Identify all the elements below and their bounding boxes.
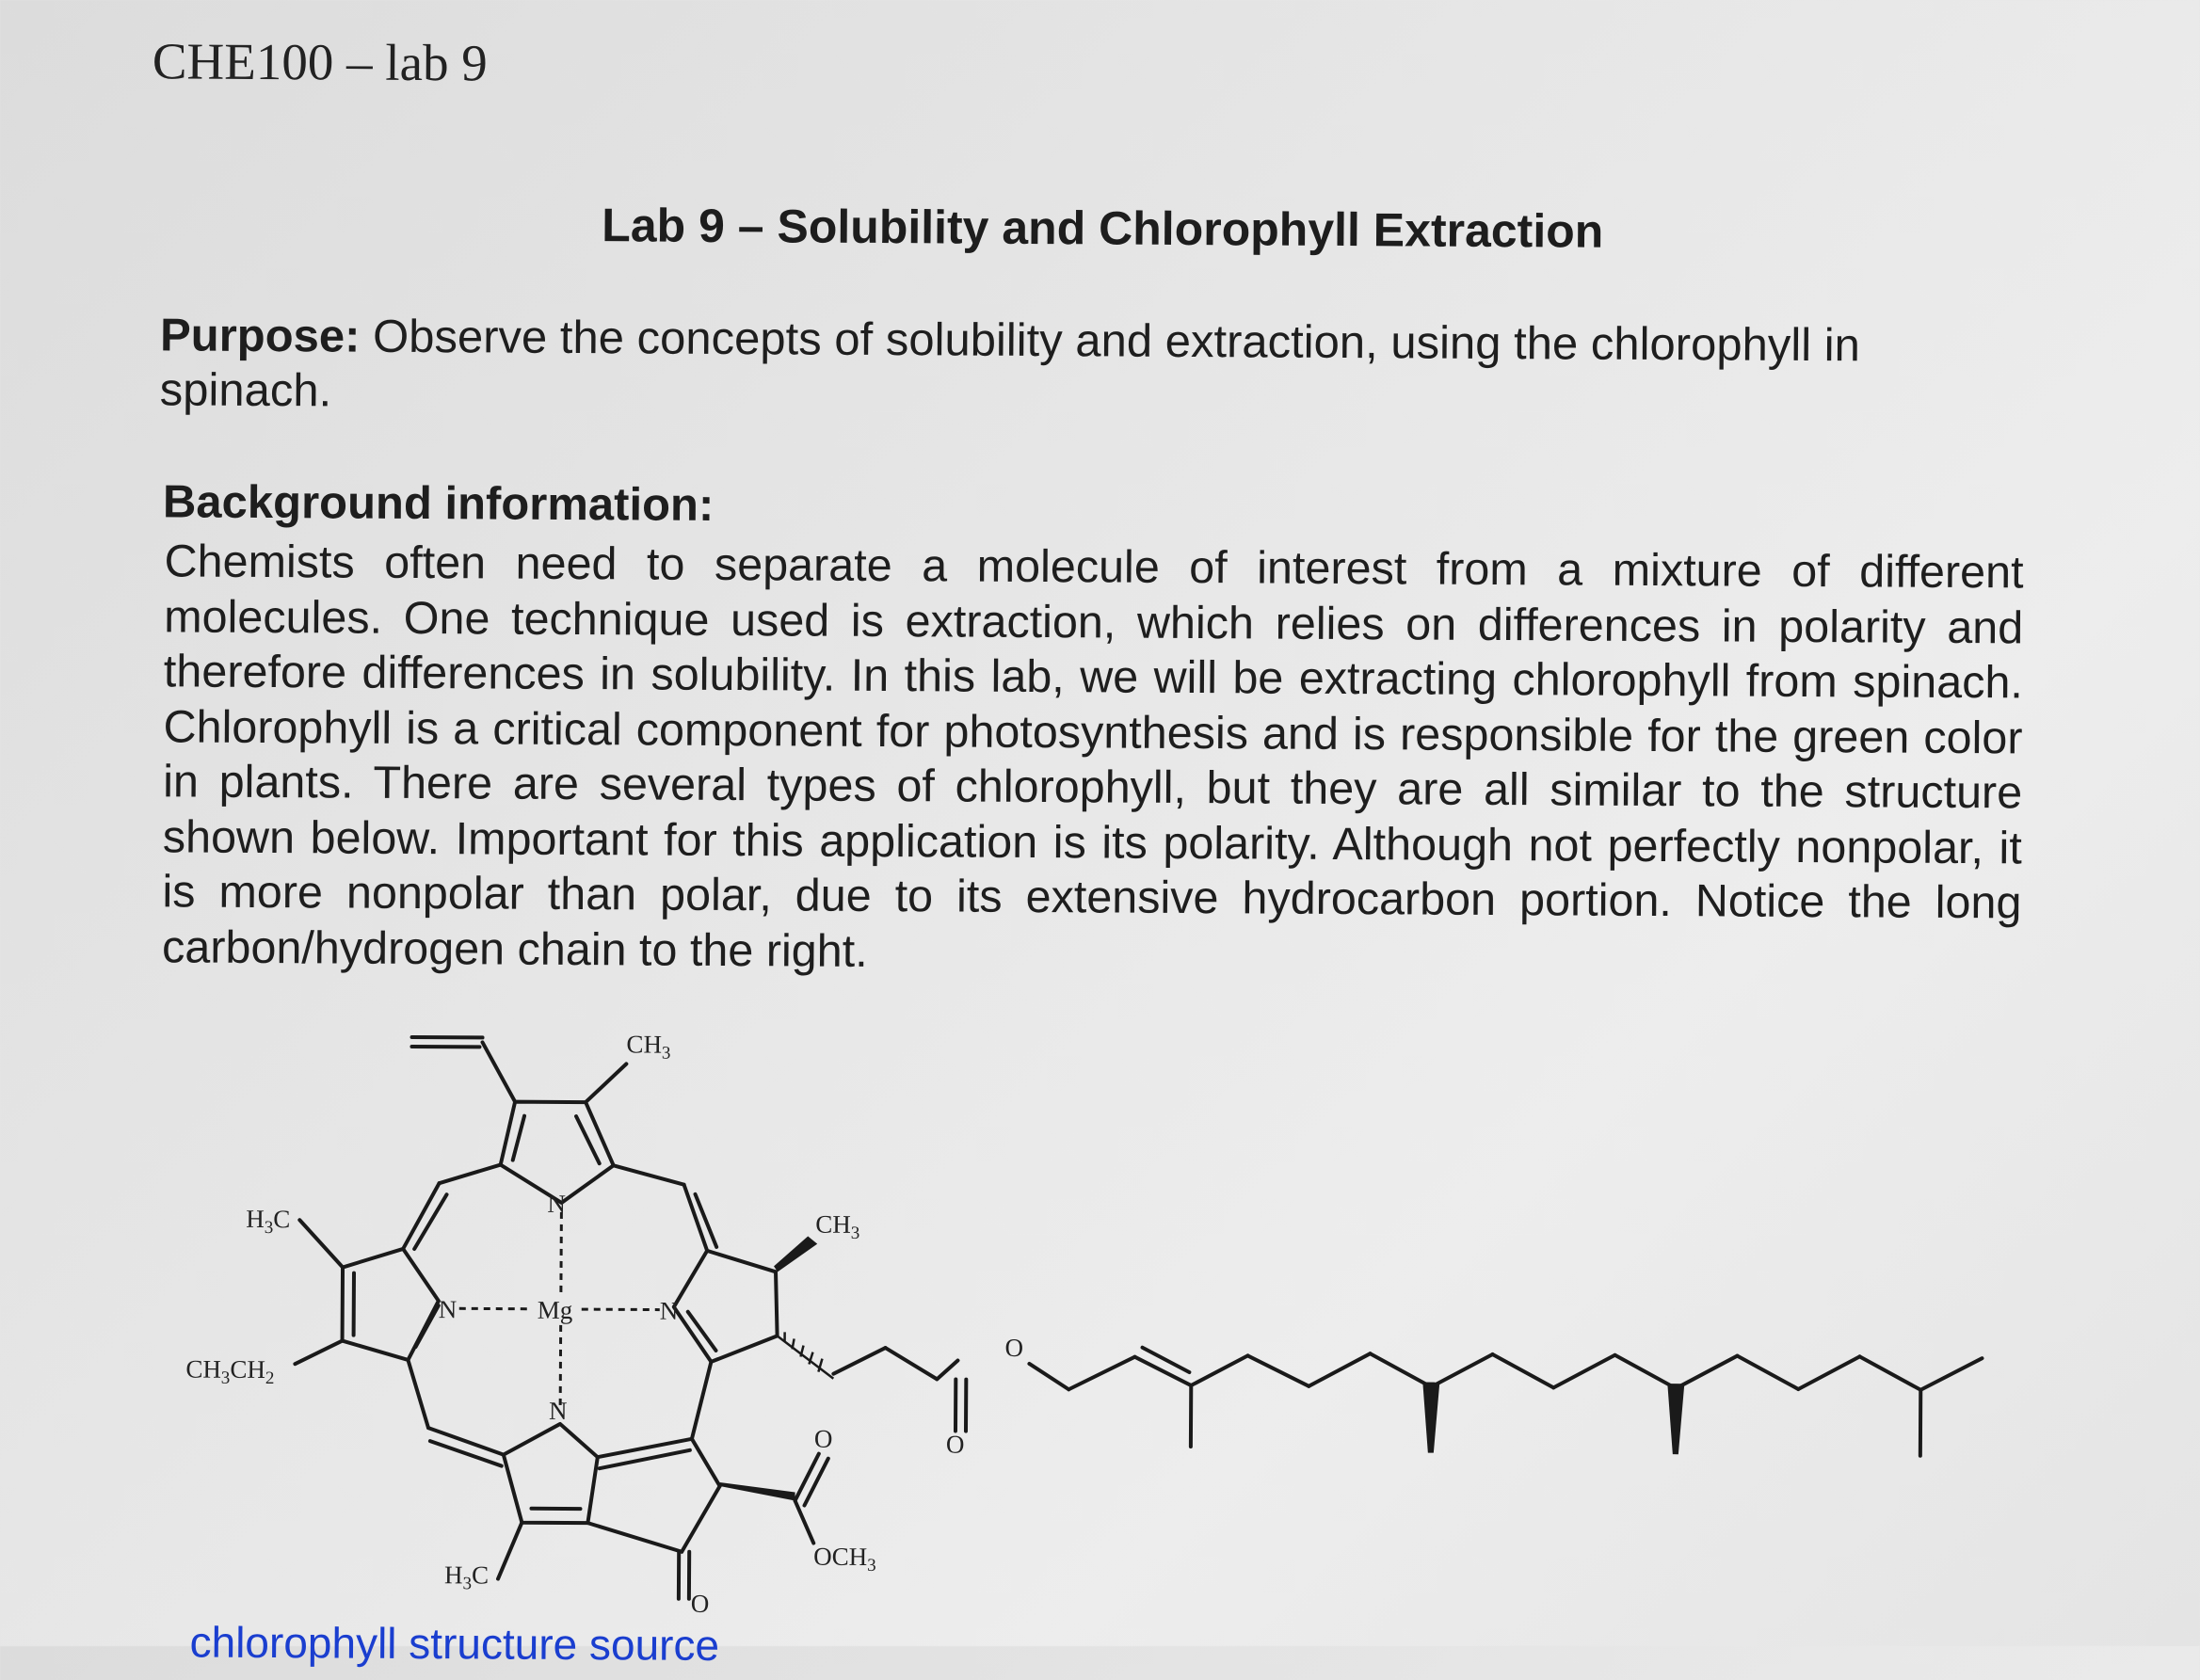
purpose-label: Purpose: xyxy=(160,310,361,361)
label-o-ester: O xyxy=(814,1425,833,1453)
label-h3c-left: $H_3C$ xyxy=(246,1205,290,1238)
label-o-chain-ester: O xyxy=(1004,1334,1023,1362)
label-mg: Mg xyxy=(538,1296,573,1324)
structure-source-link[interactable]: chlorophyll structure source xyxy=(189,1617,719,1671)
course-header: CHE100 – lab 9 xyxy=(153,31,488,92)
label-n-left: N xyxy=(439,1295,458,1323)
background-paragraph: Chemists often need to separate a molecule of interest from a mixture of different molecules. One technique used is extraction, which relies on differences in polarity and therefore differences in solubility. In this lab, we will be extracting chlorophyll from spinach. Chlorophyll is a critical component for photosynthesis and is responsible for the green color in plants. There are several types of chlorophyll, but they are all similar to the structure shown below. Important for this application is its polarity. Although not perfectly nonpolar, it is more nonpolar than polar, due to its extensive hydrocarbon portion. Notice the long carbon/hydrogen chain to the right. xyxy=(162,534,2024,985)
page-title: Lab 9 – Solubility and Chlorophyll Extraction xyxy=(3,194,2200,262)
label-o-ketone: O xyxy=(691,1590,710,1618)
purpose-paragraph xyxy=(160,308,2025,428)
label-n-bottom: N xyxy=(549,1397,568,1425)
purpose-text: Observe the concepts of solubility and extraction, using the chlorophyll in spinach. xyxy=(160,312,1860,417)
chlorophyll-structure-diagram xyxy=(0,992,2198,1626)
label-o-chain-carbonyl: O xyxy=(946,1430,965,1458)
label-och3: $OCH_3$ xyxy=(813,1543,876,1576)
label-h3c-bottom: $H_3C$ xyxy=(444,1560,489,1593)
label-ch3-right: $CH_3$ xyxy=(815,1210,859,1243)
background-heading: Background information: xyxy=(163,475,715,532)
label-ch3ch2: $CH_3CH_2$ xyxy=(185,1355,274,1389)
label-ch3-top: $CH_3$ xyxy=(626,1030,670,1063)
label-n-top: N xyxy=(547,1190,566,1218)
label-n-right: N xyxy=(660,1297,679,1325)
